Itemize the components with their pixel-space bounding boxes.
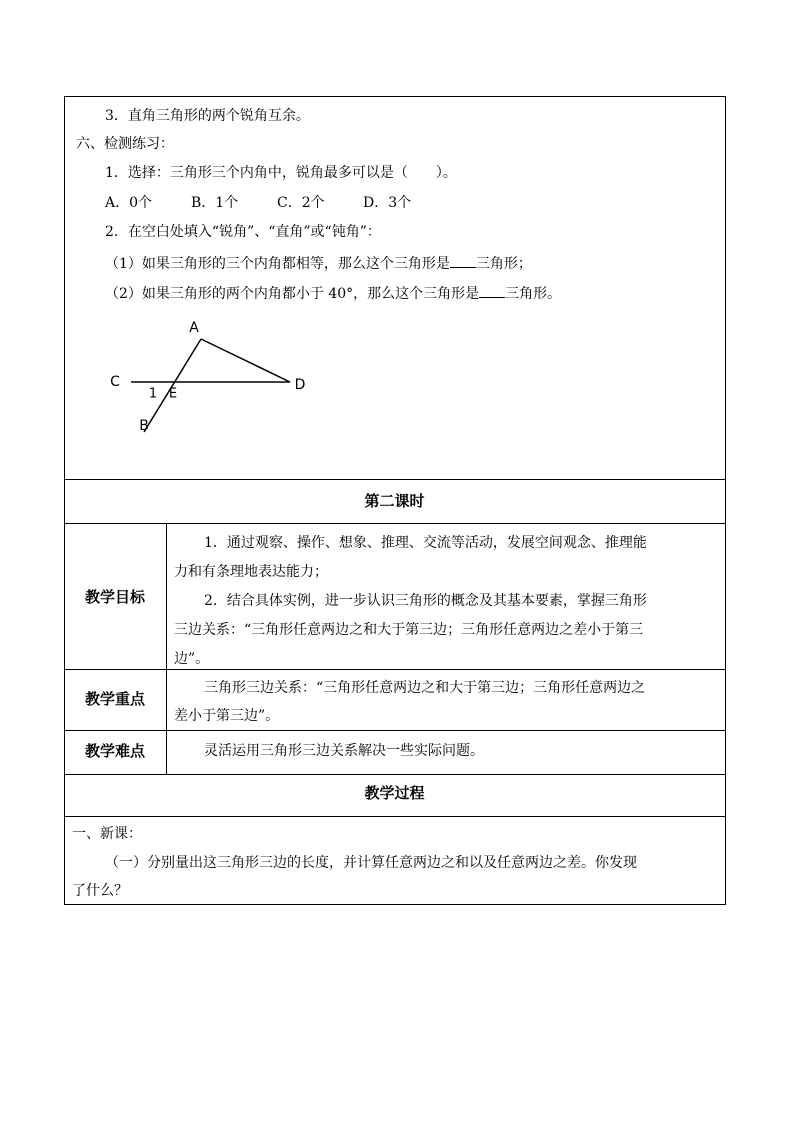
label-a: A	[189, 320, 199, 336]
teaching-process-title: 教学过程	[364, 784, 425, 802]
fact-right-triangle: 3．直角三角形的两个锐角互余。	[105, 108, 310, 124]
question-1-option-d: D．3个	[363, 195, 412, 211]
section-heading-exercises: 六、检测练习：	[76, 136, 174, 152]
triangle-figure	[94, 314, 354, 438]
key-points-line-1: 三角形三边关系：“三角形任意两边之和大于第三边；三角形任意两边之	[204, 680, 646, 696]
question-2-2	[105, 283, 561, 304]
goals-line-4: 三边关系：“三角形任意两边之和大于第三边；三角形任意两边之差小于第三	[174, 622, 644, 638]
lesson-2-title: 第二课时	[364, 492, 425, 510]
new-lesson-heading: 一、新课：	[72, 826, 142, 842]
key-points-label: 教学重点	[84, 690, 145, 708]
answer-blank	[479, 283, 505, 298]
difficulties-label: 教学难点	[84, 742, 145, 760]
label-c: C	[110, 374, 120, 390]
new-lesson-line-2: 了什么？	[72, 883, 128, 899]
goals-line-3: 2．结合具体实例，进一步认识三角形的概念及其基本要素，掌握三角形	[204, 593, 647, 609]
segment-ab	[144, 339, 201, 432]
label-angle-1: 1	[148, 386, 158, 402]
segment-ad	[201, 339, 290, 382]
difficulties-text: 灵活运用三角形三边关系解决一些实际问题。	[204, 743, 484, 759]
new-lesson-line-1: （一）分别量出这三角形三边的长度，并计算任意两边之和以及任意两边之差。你发现	[105, 855, 637, 871]
key-points-line-2: 差小于第三边”。	[174, 708, 280, 724]
answer-blank	[450, 253, 476, 268]
question-2-2-suffix: 三角形。	[505, 286, 562, 302]
lesson-plan-table	[64, 96, 725, 904]
question-1: 1．选择：三角形三个内角中，锐角最多可以是（ ）。	[105, 165, 457, 181]
question-2-1-text: （1）如果三角形的三个内角都相等，那么这个三角形是	[105, 256, 450, 272]
label-d: D	[294, 377, 306, 393]
question-2-1	[105, 253, 532, 274]
goals-label: 教学目标	[84, 588, 145, 606]
question-1-option-a: A．0个	[105, 195, 153, 211]
goals-line-2: 力和有条理地表达能力；	[174, 564, 328, 580]
question-2: 2．在空白处填入“锐角”、“直角”或“钝角”：	[105, 224, 381, 240]
goals-line-5: 边”。	[174, 651, 210, 667]
question-1-option-c: C．2个	[277, 195, 325, 211]
goals-line-1: 1．通过观察、操作、想象、推理、交流等活动，发展空间观念、推理能	[204, 535, 647, 551]
label-b: B	[139, 418, 149, 434]
question-1-option-b: B．1个	[191, 195, 239, 211]
question-2-2-text: （2）如果三角形的两个内角都小于 40°，那么这个三角形是	[105, 286, 480, 302]
question-2-1-suffix: 三角形；	[475, 256, 532, 272]
label-e: E	[168, 386, 178, 402]
